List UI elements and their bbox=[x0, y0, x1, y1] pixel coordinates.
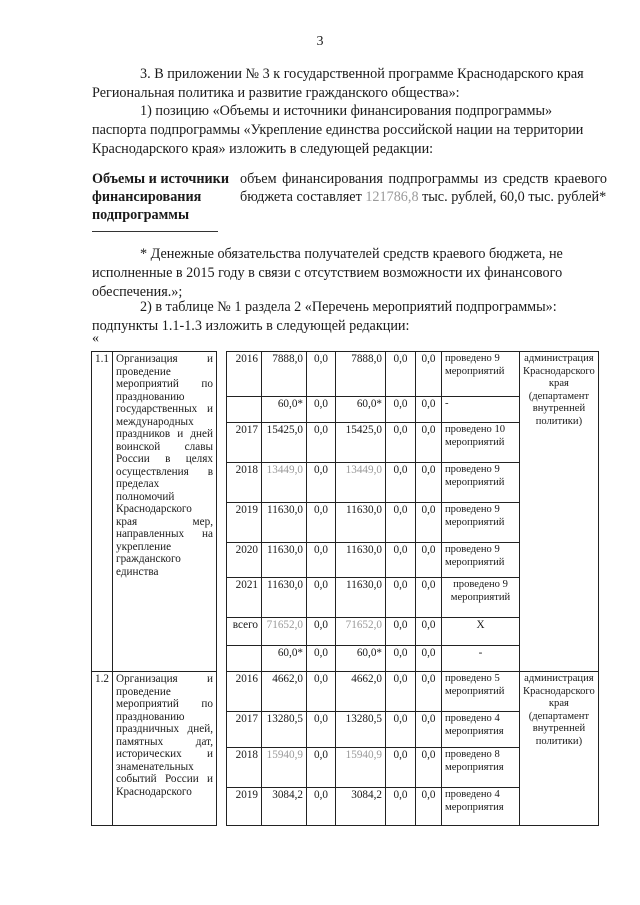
financing-label: Объемы и источники финансирования подпрограммы bbox=[92, 171, 230, 223]
regional-cell: 11630,0 bbox=[336, 543, 386, 578]
total-cell: 11630,0 bbox=[262, 578, 307, 618]
financing-text-after: тыс. рублей, 60,0 тыс. рублей* bbox=[422, 189, 607, 205]
extrabudget-cell: 0,0 bbox=[416, 352, 442, 397]
municipal-cell: 0,0 bbox=[386, 578, 416, 618]
result-cell: проведено 9 мероприятий bbox=[442, 578, 520, 618]
federal-cell: 0,0 bbox=[307, 543, 336, 578]
financing-text bbox=[240, 170, 607, 206]
total-cell: 71652,0 bbox=[262, 618, 307, 646]
financing-text-before: объем финансирования подпрограммы из средств краевого бюджета составляет bbox=[240, 171, 607, 205]
year-cell: 2016 bbox=[227, 352, 262, 397]
financing-section bbox=[92, 170, 607, 224]
result-cell: - bbox=[442, 646, 520, 672]
municipal-cell: 0,0 bbox=[386, 672, 416, 712]
federal-cell: 0,0 bbox=[307, 618, 336, 646]
result-cell: Х bbox=[442, 618, 520, 646]
measure-name: Организация и проведение мероприятий по празднованию праздничных дней, памятных дат, исторических и знаменательных событий России и Краснодарского bbox=[113, 672, 217, 826]
measures-table bbox=[91, 351, 599, 826]
extrabudget-cell: 0,0 bbox=[416, 788, 442, 826]
result-cell: проведено 10 мероприятий bbox=[442, 423, 520, 463]
regional-cell: 13280,5 bbox=[336, 712, 386, 748]
regional-cell: 13449,0 bbox=[336, 463, 386, 503]
year-cell: 2019 bbox=[227, 503, 262, 543]
extrabudget-cell: 0,0 bbox=[416, 618, 442, 646]
municipal-cell: 0,0 bbox=[386, 646, 416, 672]
extrabudget-cell: 0,0 bbox=[416, 397, 442, 423]
year-cell: 2018 bbox=[227, 748, 262, 788]
year-cell: 2018 bbox=[227, 463, 262, 503]
municipal-cell: 0,0 bbox=[386, 463, 416, 503]
result-cell: проведено 9 мероприятий bbox=[442, 503, 520, 543]
year-cell: 2017 bbox=[227, 423, 262, 463]
row-number: 1.2 bbox=[92, 672, 113, 826]
year-cell bbox=[227, 646, 262, 672]
year-cell: 2020 bbox=[227, 543, 262, 578]
extrabudget-cell: 0,0 bbox=[416, 748, 442, 788]
table-row bbox=[92, 352, 599, 397]
municipal-cell: 0,0 bbox=[386, 423, 416, 463]
result-cell: проведено 9 мероприятий bbox=[442, 463, 520, 503]
regional-cell: 11630,0 bbox=[336, 578, 386, 618]
federal-cell: 0,0 bbox=[307, 646, 336, 672]
regional-cell: 60,0* bbox=[336, 397, 386, 423]
municipal-cell: 0,0 bbox=[386, 618, 416, 646]
footnote: * Денежные обязательства получателей средств краевого бюджета, не исполненные в 2015 году в связи с отсутствием возможности их финансового обеспечения.»; bbox=[92, 246, 563, 300]
row-number: 1.1 bbox=[92, 352, 113, 672]
result-cell: проведено 5 мероприятий bbox=[442, 672, 520, 712]
total-cell: 7888,0 bbox=[262, 352, 307, 397]
federal-cell: 0,0 bbox=[307, 712, 336, 748]
regional-cell: 4662,0 bbox=[336, 672, 386, 712]
financing-amount: 121786,8 bbox=[365, 189, 419, 205]
total-cell: 15425,0 bbox=[262, 423, 307, 463]
extrabudget-cell: 0,0 bbox=[416, 578, 442, 618]
federal-cell: 0,0 bbox=[307, 352, 336, 397]
municipal-cell: 0,0 bbox=[386, 748, 416, 788]
year-cell: 2021 bbox=[227, 578, 262, 618]
total-cell: 11630,0 bbox=[262, 503, 307, 543]
regional-cell: 15940,9 bbox=[336, 748, 386, 788]
municipal-cell: 0,0 bbox=[386, 397, 416, 423]
total-cell: 60,0* bbox=[262, 646, 307, 672]
intro-paragraph-1: 3. В приложении № 3 к государственной программе Краснодарского края Региональная политика и развитие гражданского общества»: bbox=[92, 66, 584, 101]
total-cell: 13449,0 bbox=[262, 463, 307, 503]
municipal-cell: 0,0 bbox=[386, 543, 416, 578]
page-number: 3 bbox=[316, 34, 324, 49]
municipal-cell: 0,0 bbox=[386, 788, 416, 826]
result-cell: проведено 8 мероприятия bbox=[442, 748, 520, 788]
federal-cell: 0,0 bbox=[307, 672, 336, 712]
regional-cell: 11630,0 bbox=[336, 503, 386, 543]
extrabudget-cell: 0,0 bbox=[416, 712, 442, 748]
regional-cell: 7888,0 bbox=[336, 352, 386, 397]
result-cell: проведено 4 мероприятия bbox=[442, 788, 520, 826]
total-cell: 11630,0 bbox=[262, 543, 307, 578]
extrabudget-cell: 0,0 bbox=[416, 503, 442, 543]
extrabudget-cell: 0,0 bbox=[416, 463, 442, 503]
result-cell: проведено 4 мероприятия bbox=[442, 712, 520, 748]
federal-cell: 0,0 bbox=[307, 423, 336, 463]
extrabudget-cell: 0,0 bbox=[416, 423, 442, 463]
federal-cell: 0,0 bbox=[307, 503, 336, 543]
extrabudget-cell: 0,0 bbox=[416, 646, 442, 672]
year-cell: 2019 bbox=[227, 788, 262, 826]
federal-cell: 0,0 bbox=[307, 397, 336, 423]
year-cell bbox=[227, 397, 262, 423]
opening-quote: « bbox=[92, 331, 99, 346]
regional-cell: 71652,0 bbox=[336, 618, 386, 646]
footnote-divider bbox=[92, 231, 218, 232]
measure-name: Организация и проведение мероприятий по празднованию государственных и международных праздников и дней воинской славы России в целях осуществления в пределах полномочий Краснодарского края мер, направленных на укрепление гражданского единства bbox=[113, 352, 217, 672]
result-cell: проведено 9 мероприятий bbox=[442, 352, 520, 397]
extrabudget-cell: 0,0 bbox=[416, 672, 442, 712]
regional-cell: 15425,0 bbox=[336, 423, 386, 463]
total-cell: 15940,9 bbox=[262, 748, 307, 788]
federal-cell: 0,0 bbox=[307, 788, 336, 826]
municipal-cell: 0,0 bbox=[386, 352, 416, 397]
total-cell: 4662,0 bbox=[262, 672, 307, 712]
result-cell: проведено 9 мероприятий bbox=[442, 543, 520, 578]
federal-cell: 0,0 bbox=[307, 748, 336, 788]
paragraph-table-intro: 2) в таблице № 1 раздела 2 «Перечень мероприятий подпрограммы»: подпункты 1.1-1.3 изложить в следующей редакции: bbox=[92, 299, 557, 334]
table-row bbox=[92, 672, 599, 712]
year-cell: всего bbox=[227, 618, 262, 646]
result-cell: - bbox=[442, 397, 520, 423]
column-gap bbox=[217, 672, 227, 826]
federal-cell: 0,0 bbox=[307, 578, 336, 618]
municipal-cell: 0,0 bbox=[386, 503, 416, 543]
year-cell: 2016 bbox=[227, 672, 262, 712]
federal-cell: 0,0 bbox=[307, 463, 336, 503]
column-gap bbox=[217, 352, 227, 672]
total-cell: 13280,5 bbox=[262, 712, 307, 748]
executor-cell: администрация Краснодарского края (департамент внутренней политики) bbox=[520, 352, 599, 672]
municipal-cell: 0,0 bbox=[386, 712, 416, 748]
intro-paragraph-2: 1) позицию «Объемы и источники финансирования подпрограммы» паспорта подпрограммы «Укрепление единства российской нации на территории Краснодарского края» изложить в следующей редакции: bbox=[92, 103, 584, 157]
regional-cell: 60,0* bbox=[336, 646, 386, 672]
total-cell: 60,0* bbox=[262, 397, 307, 423]
extrabudget-cell: 0,0 bbox=[416, 543, 442, 578]
executor-cell: администрация Краснодарского края (департамент внутренней политики) bbox=[520, 672, 599, 826]
total-cell: 3084,2 bbox=[262, 788, 307, 826]
regional-cell: 3084,2 bbox=[336, 788, 386, 826]
year-cell: 2017 bbox=[227, 712, 262, 748]
